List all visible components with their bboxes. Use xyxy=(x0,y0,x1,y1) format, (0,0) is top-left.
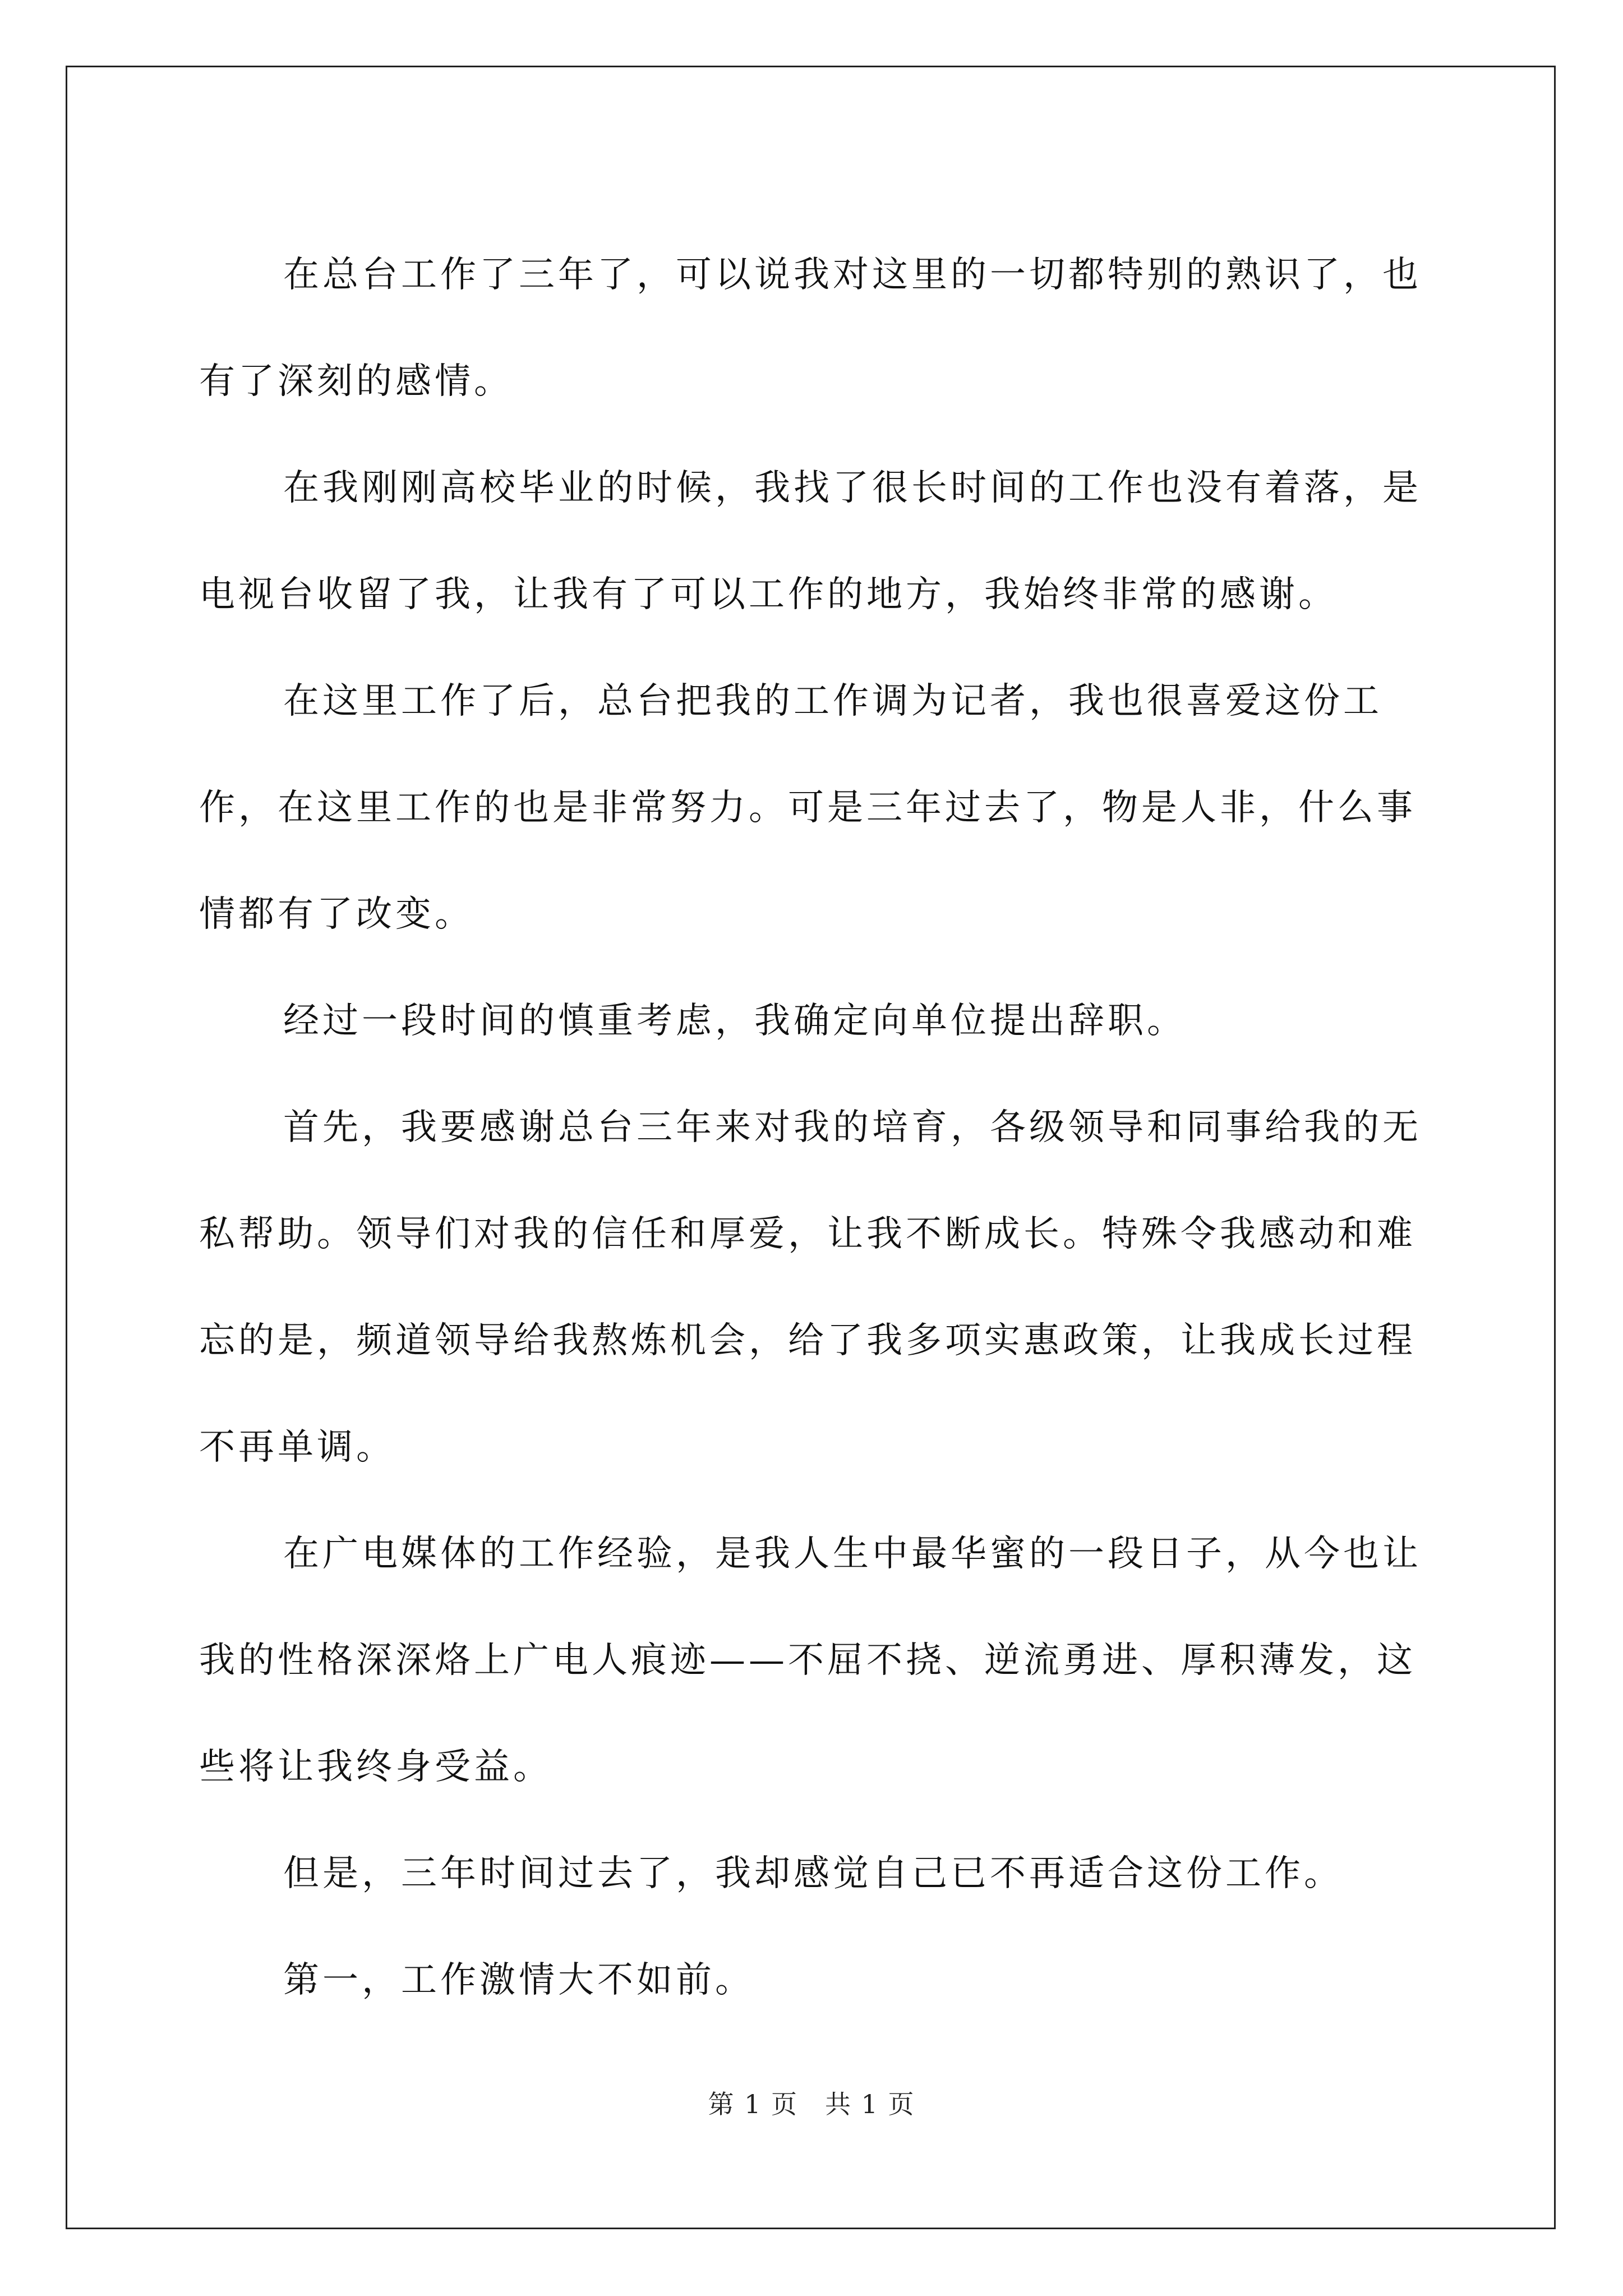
paragraph-4: 经过一段时间的慎重考虑，我确定向单位提出辞职。 xyxy=(283,1000,1186,1042)
paragraph-6: 在广电媒体的工作经验，是我人生中最华蜜的一段日子，从今也让我的性格深深烙上广电人痕迹——不屈不挠、逆流勇进、厚积薄发，这些将让我终身受益。 xyxy=(199,1533,1422,1788)
paragraph-1: 在总台工作了三年了，可以说我对这里的一切都特别的熟识了，也有了深刻的感情。 xyxy=(199,254,1422,402)
document-body xyxy=(199,222,1433,2033)
paragraph-5: 首先，我要感谢总台三年来对我的培育，各级领导和同事给我的无私帮助。领导们对我的信任和厚爱，让我不断成长。特殊令我感动和难忘的是，频道领导给我熬炼机会，给了我多项实惠政策，让我成长过程不再单调。 xyxy=(199,1107,1422,1468)
paragraph-8: 第一，工作激情大不如前。 xyxy=(283,1959,754,2001)
paragraph-3: 在这里工作了后，总台把我的工作调为记者，我也很喜爱这份工作，在这里工作的也是非常努力。可是三年过去了，物是人非，什么事情都有了改变。 xyxy=(199,680,1416,935)
page-number-footer: 第 1 页 共 1 页 xyxy=(708,2089,915,2119)
paragraph-7: 但是，三年时间过去了，我却感觉自己已不再适合这份工作。 xyxy=(283,1853,1343,1894)
paragraph-2: 在我刚刚高校毕业的时候，我找了很长时间的工作也没有着落，是电视台收留了我，让我有了可以工作的地方，我始终非常的感谢。 xyxy=(199,467,1422,615)
